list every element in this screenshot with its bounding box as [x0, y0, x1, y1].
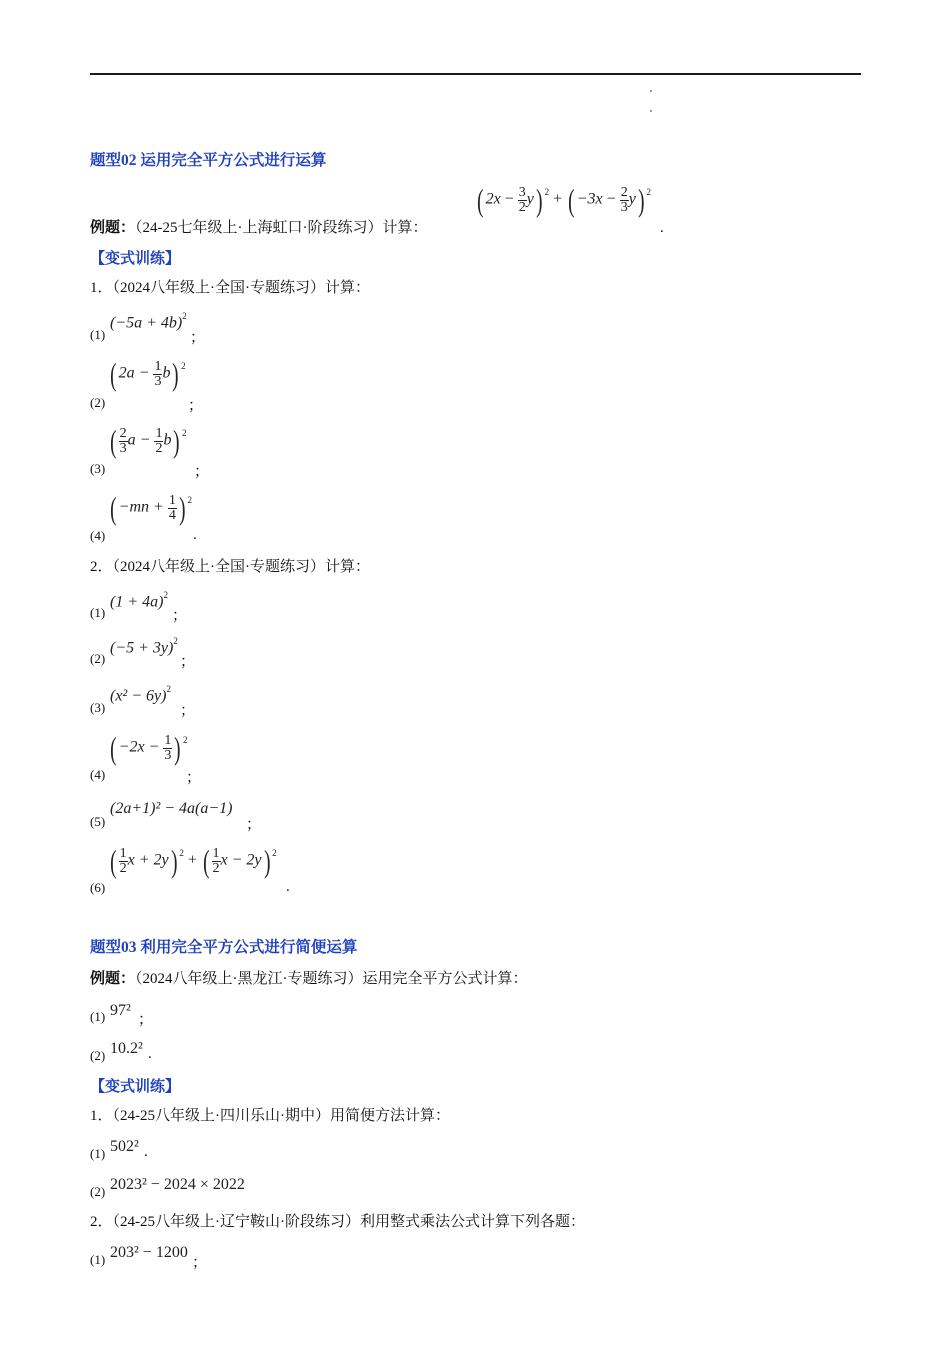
example-expression: ( 2x − $\frac{3}{2}$ y) $^2$ + ( −3x − $\frac{2}{3}$ y) $^2$: [477, 182, 651, 218]
math-expression: 2023² − 2024 × 2022: [110, 1176, 245, 1193]
item-number: (1): [90, 1252, 106, 1267]
section-02-example: [90, 218, 428, 238]
example-source: （2024八年级上·黑龙江·专题练习）运用完全平方公式计算：: [135, 971, 528, 987]
item-number: (3): [90, 461, 106, 476]
item-end: ；: [190, 330, 206, 346]
math-expression: ( −mn + $\frac{1}{4}$ ) $^2$: [110, 490, 192, 526]
item-end: ；: [186, 770, 202, 786]
question-2: 2．（2024八年级上·全国·专题练习）计算：: [90, 559, 370, 575]
math-expression: 203² − 1200: [110, 1244, 188, 1261]
example-label: 例题：: [90, 220, 136, 236]
item-number: (1): [90, 1009, 106, 1024]
decorative-dot: [650, 110, 652, 112]
item-end: ；: [172, 608, 188, 624]
math-expression: $(1 + 4a)^2$: [110, 590, 168, 611]
item-end: ；: [180, 703, 196, 719]
math-expression: 97²: [110, 1002, 131, 1019]
example-end: .: [660, 220, 664, 236]
item-number: (2): [90, 651, 106, 666]
item-end: .: [193, 527, 197, 543]
math-expression: (2a+1)² − 4a(a−1): [110, 800, 233, 817]
item-end: ；: [138, 1012, 154, 1028]
math-expression: ( −2x − $\frac{1}{3}$ ) $^2$: [110, 730, 188, 766]
item-number: (4): [90, 767, 106, 782]
item-end: ；: [192, 1255, 208, 1271]
item-end: ；: [188, 398, 204, 414]
math-expression: ( 2a − $\frac{1}{3}$ b) $^2$: [110, 356, 186, 392]
item-number: (1): [90, 327, 106, 342]
item-number: (6): [90, 880, 106, 895]
header-rule: [90, 73, 861, 75]
section-02-title: 题型02 运用完全平方公式进行运算: [90, 152, 327, 169]
example-source: （24-25七年级上·上海虹口·阶段练习）计算：: [135, 220, 428, 236]
math-expression: ( $\frac{1}{2}$ x + 2y) $^2$ + ( $\frac{1}{2}$ x − 2y) $^2$: [110, 843, 277, 879]
item-end: ；: [194, 464, 210, 480]
decorative-dot: [650, 90, 652, 92]
math-expression: $(x^2 - 6y)^2$: [110, 684, 171, 705]
math-expression: $(-5a + 4b)^2$: [110, 311, 187, 332]
item-number: (4): [90, 528, 106, 543]
section-03-title: 题型03 利用完全平方公式进行简便运算: [90, 939, 358, 956]
question-2: 2．（24-25八年级上·辽宁鞍山·阶段练习）利用整式乘法公式计算下列各题：: [90, 1214, 585, 1230]
math-expression: 10.2²: [110, 1040, 143, 1057]
math-expression: $(-5 + 3y)^2$: [110, 636, 178, 657]
item-end: .: [144, 1144, 148, 1160]
item-number: (2): [90, 1184, 106, 1199]
item-end: .: [148, 1046, 152, 1062]
item-number: (1): [90, 605, 106, 620]
item-number: (1): [90, 1146, 106, 1161]
math-expression: 502²: [110, 1138, 139, 1155]
item-number: (5): [90, 814, 106, 829]
item-number: (3): [90, 700, 106, 715]
item-end: ；: [180, 654, 196, 670]
variant-label: 【变式训练】: [90, 1079, 181, 1095]
section-03-example: [90, 969, 528, 989]
variant-label: 【变式训练】: [90, 251, 181, 267]
item-number: (2): [90, 1048, 106, 1063]
item-number: (2): [90, 395, 106, 410]
example-label: 例题：: [90, 971, 136, 987]
item-end: ；: [246, 817, 262, 833]
question-1: 1．（2024八年级上·全国·专题练习）计算：: [90, 280, 370, 296]
item-end: .: [286, 879, 290, 895]
question-1: 1．（24-25八年级上·四川乐山·期中）用简便方法计算：: [90, 1108, 450, 1124]
math-expression: ( $\frac{2}{3}$ a − $\frac{1}{2}$ b) $^2$: [110, 423, 187, 459]
